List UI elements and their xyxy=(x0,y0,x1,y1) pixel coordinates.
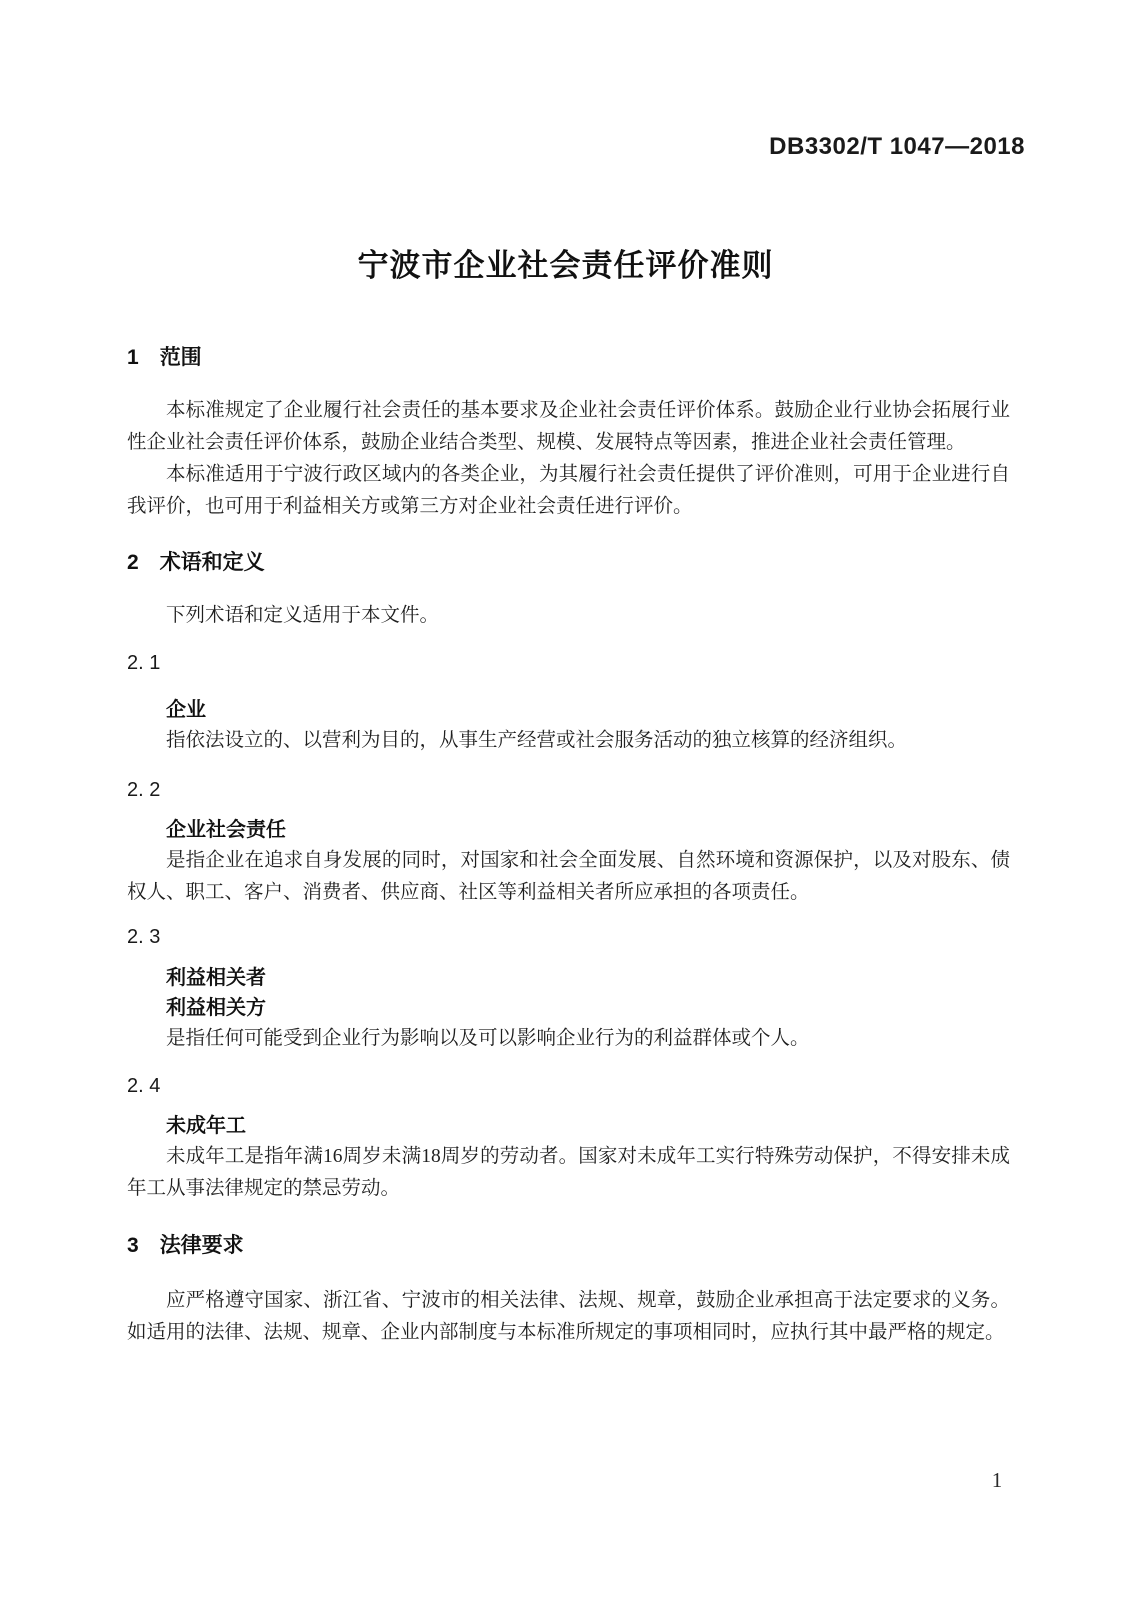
term-name: 利益相关方 xyxy=(166,997,266,1019)
doc-code: DB3302/T 1047—2018 xyxy=(769,133,1025,160)
section-3-heading xyxy=(127,1231,1010,1261)
term-name: 利益相关者 xyxy=(166,967,266,989)
term-number: 2. 1 xyxy=(127,652,161,674)
page-number: 1 xyxy=(991,1468,1003,1492)
term-definition: 是指任何可能受到企业行为影响以及可以影响企业行为的利益群体或个人。 xyxy=(166,1028,810,1049)
term-name: 企业 xyxy=(166,699,206,721)
terms-intro: 下列术语和定义适用于本文件。 xyxy=(166,605,440,626)
term-name: 未成年工 xyxy=(166,1115,246,1137)
section-3-title: 法律要求 xyxy=(159,1234,244,1257)
document-body xyxy=(127,330,1010,1349)
section-2-heading xyxy=(127,548,1010,578)
term-name: 企业社会责任 xyxy=(166,819,286,841)
term-number: 2. 2 xyxy=(127,779,161,801)
paragraph: 应严格遵守国家、浙江省、宁波市的相关法律、法规、规章，鼓励企业承担高于法定要求的义务。如适用的法律、法规、规章、企业内部制度与本标准所规定的事项相同时，应执行其中最严格的规定。 xyxy=(127,1290,1010,1343)
section-1-title: 范围 xyxy=(159,346,202,369)
section-2-title: 术语和定义 xyxy=(159,551,265,574)
term-definition: 未成年工是指年满16周岁未满18周岁的劳动者。国家对未成年工实行特殊劳动保护，不得安排未成年工从事法律规定的禁忌劳动。 xyxy=(127,1146,1010,1199)
term-number: 2. 4 xyxy=(127,1075,161,1097)
term-definition: 是指企业在追求自身发展的同时，对国家和社会全面发展、自然环境和资源保护，以及对股东、债权人、职工、客户、消费者、供应商、社区等利益相关者所应承担的各项责任。 xyxy=(127,850,1010,903)
section-2-number: 2 xyxy=(127,551,139,574)
paragraph: 本标准规定了企业履行社会责任的基本要求及企业社会责任评价体系。鼓励企业行业协会拓展行业性企业社会责任评价体系，鼓励企业结合类型、规模、发展特点等因素，推进企业社会责任管理。 xyxy=(127,400,1010,453)
term-definition: 指依法设立的、以营利为目的，从事生产经营或社会服务活动的独立核算的经济组织。 xyxy=(166,730,908,751)
section-1-heading xyxy=(127,343,1010,373)
paragraph: 本标准适用于宁波行政区域内的各类企业，为其履行社会责任提供了评价准则，可用于企业进行自我评价，也可用于利益相关方或第三方对企业社会责任进行评价。 xyxy=(127,464,1010,517)
term-number: 2. 3 xyxy=(127,926,161,948)
section-1-number: 1 xyxy=(127,346,139,369)
doc-title: 宁波市企业社会责任评价准则 xyxy=(357,248,774,283)
section-3-number: 3 xyxy=(127,1234,139,1257)
